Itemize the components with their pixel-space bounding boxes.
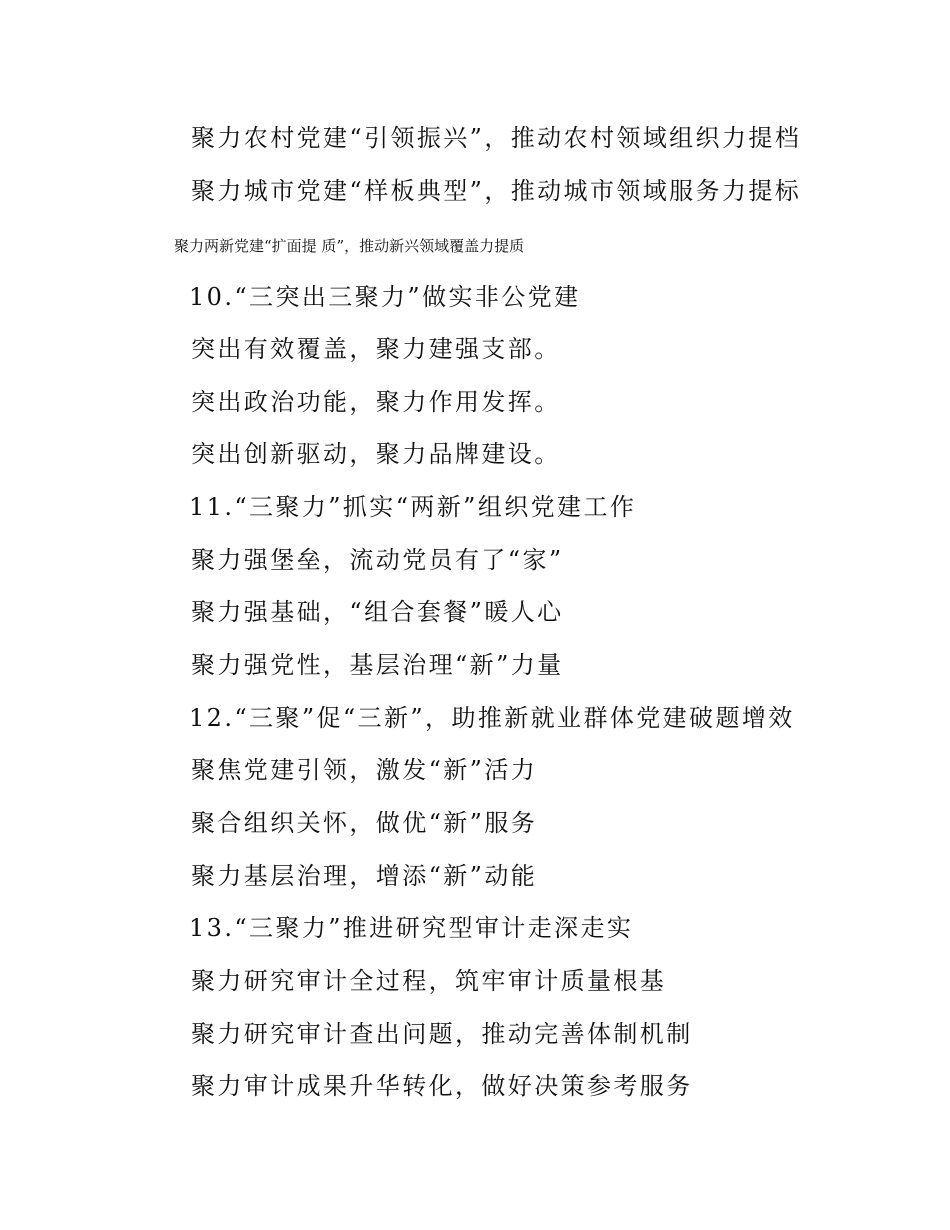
text-line: 聚力强基础，“组合套餐”暖人心	[191, 598, 564, 626]
text-line: 聚力强堡垒，流动党员有了“家”	[191, 546, 564, 574]
text-line: 突出有效覆盖，聚力建强支部。	[191, 335, 561, 363]
text-line: 聚力研究审计全过程，筑牢审计质量根基	[191, 967, 667, 995]
section-heading-10: 10.“三突出三聚力”做实非公党建	[189, 283, 581, 311]
text-line: 聚力研究审计查出问题，推动完善体制机制	[191, 1020, 693, 1048]
text-line: 聚力农村党建“引领振兴”，推动农村领域组织力提档	[191, 124, 802, 152]
text-line: 突出创新驱动，聚力品牌建设。	[191, 440, 561, 468]
text-line-small: 聚力两新党建“扩面提 质”，推动新兴领域覆盖力提质	[174, 237, 525, 255]
text-line: 聚力审计成果升华转化，做好决策参考服务	[191, 1072, 693, 1100]
text-line: 聚合组织关怀，做优“新”服务	[191, 809, 538, 837]
text-line: 聚焦党建引领，激发“新”活力	[191, 756, 538, 784]
section-heading-11: 11.“三聚力”抓实“两新”组织党建工作	[189, 493, 637, 521]
text-line: 聚力城市党建“样板典型”，推动城市领域服务力提标	[191, 177, 802, 205]
section-heading-13: 13.“三聚力”推进研究型审计走深走实	[189, 914, 634, 942]
text-line: 突出政治功能，聚力作用发挥。	[191, 388, 561, 416]
section-heading-12: 12.“三聚”促“三新”，助推新就业群体党建破题增效	[189, 704, 795, 732]
text-line: 聚力基层治理，增添“新”动能	[191, 862, 538, 890]
text-line: 聚力强党性，基层治理“新”力量	[191, 651, 564, 679]
